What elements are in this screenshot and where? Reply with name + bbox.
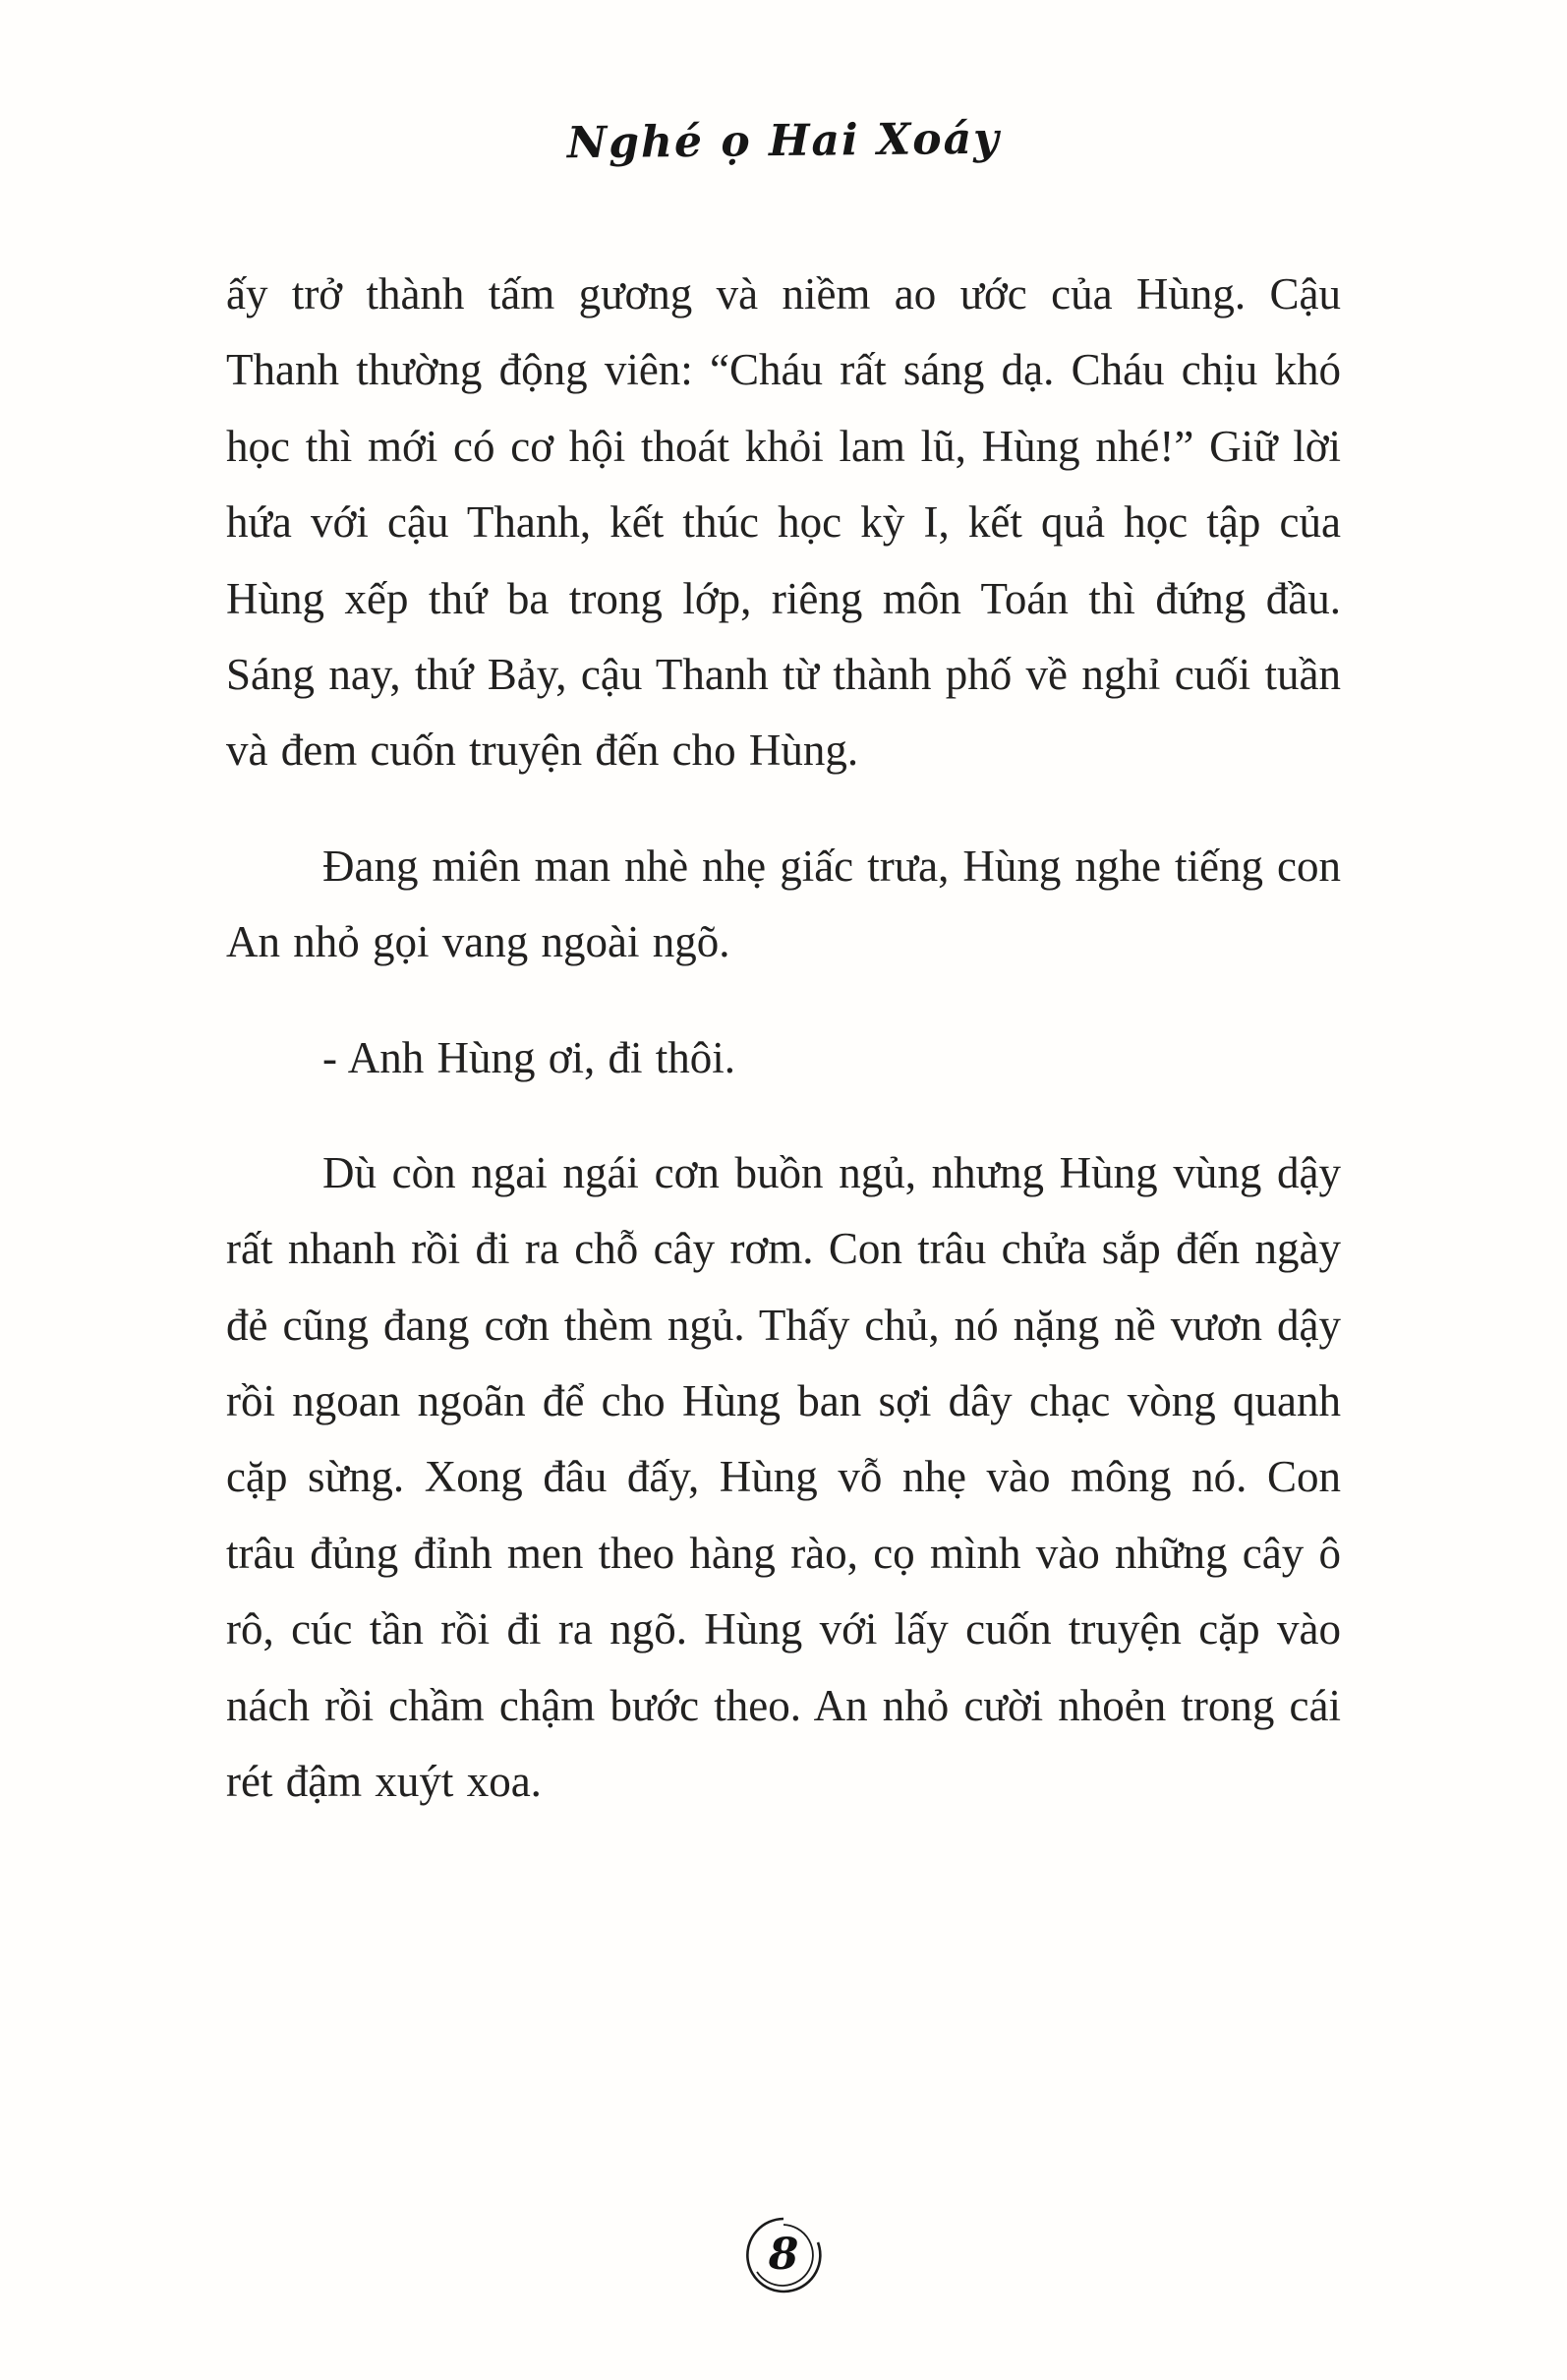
paragraph: ấy trở thành tấm gương và niềm ao ước của Hùng. Cậu Thanh thường động viên: “Cháu rất sáng dạ. Cháu chịu khó học thì mới có cơ hội thoát khỏi lam lũ, Hùng nhé!” Giữ lời hứa với cậu Thanh, kết thúc học kỳ I, kết quả học tập của Hùng xếp thứ ba trong lớp, riêng môn Toán thì đứng đầu. Sáng nay, thứ Bảy, cậu Thanh từ thành phố về nghỉ cuối tuần và đem cuốn truyện đến cho Hùng. (226, 269, 1341, 776)
page-number-ornament (740, 2212, 827, 2298)
page-footer (0, 2212, 1567, 2303)
paragraph: Dù còn ngai ngái cơn buồn ngủ, nhưng Hùng vùng dậy rất nhanh rồi đi ra chỗ cây rơm. Con trâu chửa sắp đến ngày đẻ cũng đang cơn thèm ngủ. Thấy chủ, nó nặng nề vươn dậy rồi ngoan ngoãn để cho Hùng ban sợi dây chạc vòng quanh cặp sừng. Xong đâu đấy, Hùng vỗ nhẹ vào mông nó. Con trâu đủng đỉnh men theo hàng rào, cọ mình vào những cây ô rô, cúc tần rồi đi ra ngõ. Hùng với lấy cuốn truyện cặp vào nách rồi chầm chậm bước theo. An nhỏ cười nhoẻn trong cái rét đậm xuýt xoa. (226, 1147, 1341, 1807)
page-header (226, 113, 1341, 169)
book-title: Nghé ọ Hai Xoáy (566, 113, 1001, 169)
paragraph: Đang miên man nhè nhẹ giấc trưa, Hùng nghe tiếng con An nhỏ gọi vang ngoài ngõ. (226, 841, 1341, 967)
body-text (226, 257, 1341, 1820)
dialogue-line: - Anh Hùng ơi, đi thôi. (322, 1032, 736, 1082)
page-number: 8 (768, 2230, 799, 2280)
